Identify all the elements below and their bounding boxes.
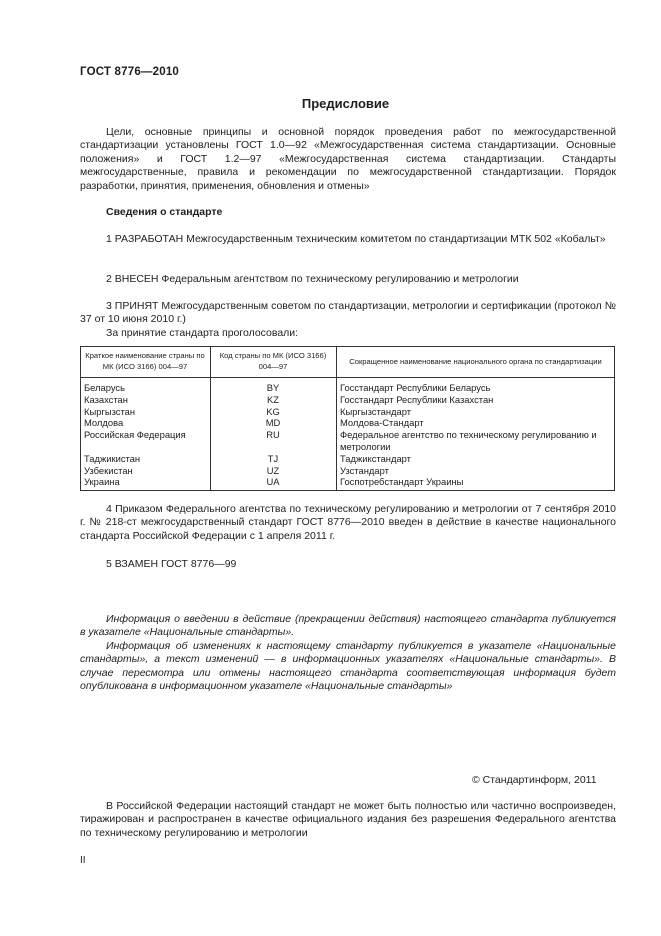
page-number: II (80, 855, 86, 866)
section-heading: Сведения о стандарте (106, 206, 223, 218)
code-cell: BY (266, 382, 280, 393)
table-row (80, 429, 615, 453)
item-4: 4 Приказом Федерального агентства по техническому регулированию и метрологии от 7 сентября 2010 г. № 218-ст межгосударственный стандарт ГОСТ 8776—2010 введен в действие в качестве национального стандарта Российской Федерации с 1 апреля 2011 г. (80, 503, 616, 542)
item-5: 5 ВЗАМЕН ГОСТ 8776—99 (106, 558, 237, 570)
country-cell: Кыргызстан (84, 405, 136, 417)
code-cell: UA (266, 476, 280, 488)
country-cell: Украина (84, 476, 120, 488)
table-row (80, 453, 615, 465)
table-row (80, 465, 615, 477)
body-cell: Госпотребстандарт Украины (340, 476, 464, 488)
country-cell: Узбекистан (84, 464, 133, 476)
country-cell: Российская Федерация (84, 429, 186, 441)
code-cell: TJ (267, 452, 279, 464)
country-cell: Казахстан (84, 393, 128, 405)
country-cell: Таджикистан (84, 452, 141, 464)
body-cell: Госстандарт Республики Беларусь (340, 382, 491, 393)
country-cell: Беларусь (84, 382, 126, 393)
table-header-row (80, 346, 615, 378)
intro-paragraph: Цели, основные принципы и основной порядок проведения работ по межгосударственной стандартизации установлены ГОСТ 1.0—92 «Межгосударственная система стандартизации. Основные положения» и ГОСТ 1.2—97 «Межгосударственная система стандартизации. Стандарты межгосударственные, правила и рекомендации по межгосударственной стандартизации. Порядок разработки, принятия, применения, обновления и отмены» (80, 126, 616, 192)
table-row (80, 406, 615, 418)
item-2: 2 ВНЕСЕН Федеральным агентством по техническому регулированию и метрологии (106, 273, 519, 285)
code-cell: KG (266, 405, 280, 417)
item-3: 3 ПРИНЯТ Межгосударственным советом по стандартизации, метрологии и сертификации (протокол № 37 от 10 июня 2010 г.) (80, 300, 616, 326)
code-cell: RU (266, 429, 280, 441)
code-cell: UZ (266, 464, 280, 476)
header-country: Краткое наименование страны по МК (ИСО 3166) 004—97 (80, 346, 210, 378)
item-1: 1 РАЗРАБОТАН Межгосударственным техническим комитетом по стандартизации МТК 502 «Кобальт» (106, 233, 606, 245)
voting-table (80, 346, 615, 491)
table-row (80, 394, 615, 406)
body-cell: Таджикстандарт (340, 452, 411, 464)
table-row (80, 476, 615, 491)
body-cell: Молдова-Стандарт (340, 417, 424, 429)
info-paragraph-2: Информация об изменениях к настоящему стандарту публикуется в указателе «Национальные стандарты», а текст изменений — в информационных указателях «Национальные стандарты». В случае пересмотра или отмены настоящего стандарта соответствующая информация будет опубликована в информационном указателе «Национальные стандарты» (80, 640, 616, 693)
code-cell: MD (265, 417, 281, 429)
copyright-line: © Стандартинформ, 2011 (472, 774, 597, 786)
info-paragraph-1: Информация о введении в действие (прекращении действия) настоящего стандарта публикуется в указателе «Национальные стандарты». (80, 613, 616, 639)
code-cell: KZ (267, 393, 279, 405)
table-row (80, 378, 615, 394)
body-cell: Федеральное агентство по техническому регулированию и метрологии (340, 429, 597, 452)
body-cell: Узстандарт (340, 464, 389, 476)
body-cell: Госстандарт Республики Казахстан (340, 393, 494, 405)
document-header: ГОСТ 8776—2010 (80, 66, 180, 78)
table-column-divider (210, 346, 211, 491)
header-code: Код страны по МК (ИСО 3166) 004—97 (210, 346, 336, 378)
voting-caption: За принятие стандарта проголосовали: (106, 327, 299, 339)
header-body: Сокращенное наименование национального органа по стандартизации (336, 346, 615, 378)
table-row (80, 417, 615, 429)
country-cell: Молдова (84, 417, 124, 429)
page-title: Предисловие (301, 96, 390, 111)
body-cell: Кыргызстандарт (340, 405, 412, 417)
rights-paragraph: В Российской Федерации настоящий стандарт не может быть полностью или частично воспроизведен, тиражирован и распространен в качестве официального издания без разрешения Федерального агентства по техническому регулированию и метрологии (80, 800, 616, 839)
table-column-divider (336, 346, 337, 491)
